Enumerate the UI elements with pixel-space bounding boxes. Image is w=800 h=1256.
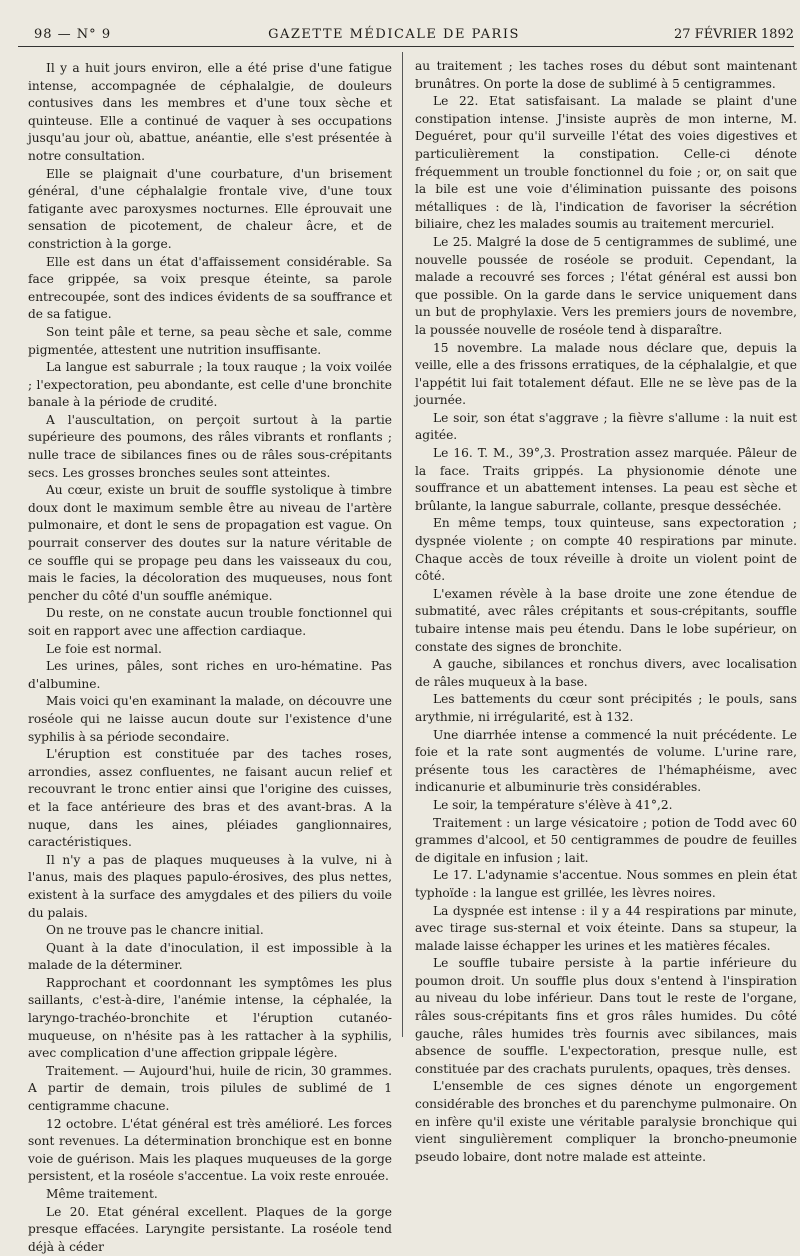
paragraph: Le 16. T. M., 39°,3. Prostration assez marquée. Pâleur de la face. Traits grippés. La physionomie dénote une souffrance et un abattement intenses. La peau est sèche et brûlante, la langue saburrale, collante, presque desséchée. — [415, 446, 797, 513]
paragraph: En même temps, toux quinteuse, sans expectoration ; dyspnée violente ; on compte 40 respirations par minute. Chaque accès de toux réveille à droite un violent point de côté. — [415, 516, 797, 584]
paragraph: Elle se plaignait d'une courbature, d'un brisement général, d'une céphalalgie frontale vive, d'une toux fatigante avec paroxysmes nocturnes. Elle éprouvait une sensation de picotement, de chaleur âcre, et de constriction à la gorge. — [28, 166, 392, 251]
paragraph: Traitement : un large vésicatoire ; potion de Todd avec 60 grammes d'alcool, et 50 centigrammes de poudre de feuilles de digitale en infusion ; lait. — [415, 815, 797, 865]
paragraph: Les urines, pâles, sont riches en uro-hématine. Pas d'albumine. — [28, 659, 392, 691]
paragraph: Le souffle tubaire persiste à la partie inférieure du poumon droit. Un souffle plus doux s'entend à l'inspiration au niveau du lobe inférieur. Dans tout le reste de l'organe, râles sous-crépitants fins et gros râles humides. Du côté gauche, râles humides très fournis avec sibilances, mais absence de souffle. L'expectoration, presque nulle, est constituée par des crachats purulents, opaques, très denses. — [415, 956, 797, 1076]
paragraph: L'éruption est constituée par des taches roses, arrondies, assez confluentes, ne faisant aucun relief et recouvrant le tronc entier ainsi que l'origine des cuisses, et la face antérieure des bras et des avant-bras. A la nuque, dans les aines, pléiades ganglionnaires, caractéristiques. — [28, 747, 392, 850]
paragraph: 12 octobre. L'état général est très amélioré. Les forces sont revenues. La détermination bronchique est en bonne voie de guérison. Mais les plaques muqueuses de la gorge persistent, et la roséole s'accentue. La voix reste enrouée. — [28, 1116, 392, 1184]
journal-title: GAZETTE MÉDICALE DE PARIS — [268, 27, 520, 42]
paragraph: Du reste, on ne constate aucun trouble fonctionnel qui soit en rapport avec une affection cardiaque. — [28, 606, 392, 638]
paragraph: Même traitement. — [46, 1187, 158, 1201]
paragraph: La dyspnée est intense : il y a 44 respirations par minute, avec tirage sus-sternal et voix éteinte. Dans sa stupeur, la malade laisse échapper les urines et les matières fécales. — [415, 903, 797, 953]
paragraph: A l'auscultation, on perçoit surtout à la partie supérieure des poumons, des râles vibrants et ronflants ; nulle trace de sibilances fines ou de râles sous-crépitants secs. Les grosses bronches seules sont atteintes. — [28, 412, 392, 480]
paragraph: Traitement. — Aujourd'hui, huile de ricin, 30 grammes. A partir de demain, trois pilules de sublimé de 1 centigramme chacune. — [28, 1063, 392, 1114]
paragraph: Quant à la date d'inoculation, il est impossible à la malade de la déterminer. — [28, 940, 392, 973]
paragraph: On ne trouve pas le chancre initial. — [46, 923, 264, 938]
page-number: 98 — N° 9 — [34, 27, 112, 42]
paragraph: Elle est dans un état d'affaissement considérable. Sa face grippée, sa voix presque éteinte, sa parole entrecoupée, sont des indices évidents de sa souffrance et de sa fatigue. — [28, 254, 392, 322]
paragraph: Il y a huit jours environ, elle a été prise d'une fatigue intense, accompagnée de céphalalgie, de douleurs contusives dans les membres et d'une toux sèche et quinteuse. Elle a continué de vaquer à ses occupations jusqu'au jour où, abattue, anéantie, elle s'est présentée à notre consultation. — [28, 61, 392, 163]
paragraph: Une diarrhée intense a commencé la nuit précédente. Le foie et la rate sont augmentés de volume. L'urine rare, présente tous les caractères de l'hémaphéisme, avec indicanurie et albuminurie très considérables. — [415, 727, 797, 795]
paragraph: au traitement ; les taches roses du début sont maintenant brunâtres. On porte la dose de sublimé à 5 centigrammes. — [415, 59, 797, 91]
column-divider — [402, 52, 403, 1037]
paragraph: A gauche, sibilances et ronchus divers, avec localisation de râles muqueux à la base. — [415, 657, 797, 689]
paragraph: Mais voici qu'en examinant la malade, on découvre une roséole qui ne laisse aucun doute sur l'existence d'une syphilis à sa période secondaire. — [28, 694, 392, 744]
paragraph: Les battements du cœur sont précipités ; le pouls, sans arythmie, ni irrégularité, est à 132. — [415, 692, 797, 724]
header-rule — [18, 46, 794, 47]
paragraph: Le soir, son état s'aggrave ; la fièvre s'allume : la nuit est agitée. — [415, 410, 797, 443]
paragraph: Le 20. Etat général excellent. Plaques de la gorge presque effacées. Laryngite persistante. La roséole tend déjà à céder — [28, 1204, 392, 1254]
paragraph: Son teint pâle et terne, sa peau sèche et sale, comme pigmentée, attestent une nutrition insuffisante. — [28, 324, 392, 357]
issue-date: 27 FÉVRIER 1892 — [674, 27, 794, 42]
page-header — [34, 20, 794, 42]
paragraph: Rapprochant et coordonnant les symptômes les plus saillants, c'est-à-dire, l'anémie intense, la céphalée, la laryngo-trachéo-bronchite et l'éruption cutanéo-muqueuse, on n'hésite pas à les rattacher à la syphilis, avec complication d'une affection grippale légère. — [28, 975, 392, 1061]
paragraph: L'ensemble de ces signes dénote un engorgement considérable des bronches et du parenchyme pulmonaire. On en infère qu'il existe une véritable paralysie bronchique qui vient singulièrement compliquer la broncho-pneumonie pseudo lobaire, dont notre malade est atteinte. — [415, 1079, 797, 1164]
paragraph: La langue est saburrale ; la toux rauque ; la voix voilée ; l'expectoration, peu abondante, est celle d'une bronchite banale à la période de crudité. — [28, 360, 392, 410]
paragraph: 15 novembre. La malade nous déclare que, depuis la veille, elle a des frissons erratiques, de la céphalalgie, et que l'appétit lui fait totalement défaut. Elle ne se lève pas de la journée. — [415, 340, 797, 408]
right-column — [415, 58, 797, 1164]
paragraph: Le foie est normal. — [46, 641, 162, 656]
paragraph: Il n'y a pas de plaques muqueuses à la vulve, ni à l'anus, mais des plaques papulo-érosives, des plus nettes, existent à la surface des amygdales et des piliers du voile du palais. — [28, 852, 392, 920]
paragraph: Au cœur, existe un bruit de souffle systolique à timbre doux dont le maximum semble être au niveau de l'artère pulmonaire, et dont le sens de propagation est vague. On pourrait conserver des doutes sur la nature véritable de ce souffle qui se propage peu dans les vaisseaux du cou, mais le facies, la décoloration des muqueuses, nous font pencher du côté d'un souffle anémique. — [28, 483, 392, 603]
paragraph: Le 22. Etat satisfaisant. La malade se plaint d'une constipation intense. J'insiste auprès de mon interne, M. Deguéret, pour qu'il surveille l'état des voies digestives et particulièrement la constipation. Celle-ci dénote fréquemment un trouble fonctionnel du foie ; or, on sait que la bile est une voie d'élimination puissante des poisons métalliques : de là, l'indication de favoriser la sécrétion biliaire, chez les malades soumis au traitement mercuriel. — [415, 94, 797, 232]
paragraph: Le 25. Malgré la dose de 5 centigrammes de sublimé, une nouvelle poussée de roséole se produit. Cependant, la malade a recouvré ses forces ; l'état général est aussi bon que possible. On la garde dans le service uniquement dans un but de prophylaxie. Vers les premiers jours de novembre, la poussée nouvelle de roséole tend à disparaître. — [415, 234, 797, 337]
left-column — [28, 60, 392, 1254]
paragraph: L'examen révèle à la base droite une zone étendue de submatité, avec râles crépitants et sous-crépitants, souffle tubaire intense mais peu étendu. Dans le lobe supérieur, on constate des signes de bronchite. — [415, 586, 797, 654]
paragraph: Le soir, la température s'élève à 41°,2. — [433, 797, 673, 812]
paragraph: Le 17. L'adynamie s'accentue. Nous sommes en plein état typhoïde : la langue est grillée, les lèvres noires. — [415, 868, 797, 900]
